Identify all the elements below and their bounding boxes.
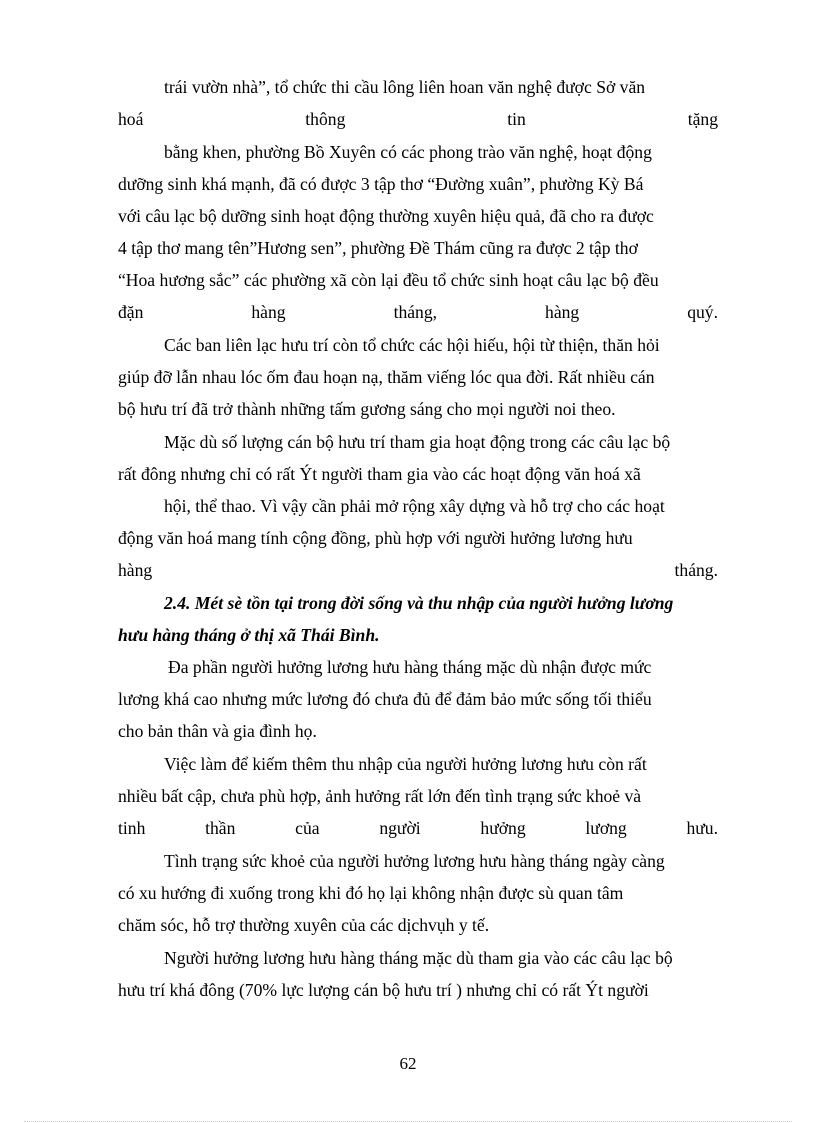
text-line: tinh thần của người hưởng lương hưu.	[118, 818, 718, 838]
text-line: động văn hoá mang tính cộng đồng, phù hợp với người hưởng lương hưu	[118, 528, 633, 548]
text-line: với câu lạc bộ dưỡng sinh hoạt động thường xuyên hiệu quả, đã cho ra được	[118, 206, 654, 226]
text-line: “Hoa hương sắc” các phường xã còn lại đều tổ chức sinh hoạt câu lạc bộ đều	[118, 270, 659, 290]
text-line: Các ban liên lạc hưu trí còn tổ chức các hội hiếu, hội từ thiện, thăn hỏi	[164, 335, 660, 355]
text-line: chăm sóc, hỗ trợ thường xuyên của các dịchvụh y tế.	[118, 915, 490, 935]
text-line: Mặc dù số lượng cán bộ hưu trí tham gia hoạt động trong các câu lạc bộ	[164, 432, 671, 452]
text-line: Người hưởng lương hưu hàng tháng mặc dù tham gia vào các câu lạc bộ	[164, 948, 673, 968]
page-number: 62	[399, 1054, 417, 1073]
text-line: dưỡng sinh khá mạnh, đã có được 3 tập thơ “Đường xuân”, phường Kỳ Bá	[118, 174, 644, 194]
section-heading: hưu hàng tháng ở thị xã Thái Bình.	[118, 625, 380, 645]
section-heading: 2.4. Mét sè tồn tại trong đời sống và thu nhập của người hưởng lương	[164, 593, 674, 613]
text-line: bằng khen, phường Bồ Xuyên có các phong trào văn nghệ, hoạt động	[164, 142, 652, 162]
text-line: 4 tập thơ mang tên”Hương sen”, phường Đề Thám cũng ra được 2 tập thơ	[118, 238, 638, 258]
text-line: hoá thông tin tặng	[118, 109, 718, 129]
text-line: nhiều bất cập, chưa phù hợp, ảnh hưởng rất lớn đến tình trạng sức khoẻ và	[118, 786, 642, 806]
text-line: đặn hàng tháng, hàng quý.	[118, 302, 718, 322]
text-line: giúp đỡ lẫn nhau lóc ốm đau hoạn nạ, thăm viếng lóc qua đời. Rất nhiều cán	[118, 367, 655, 387]
text-line: Việc làm để kiếm thêm thu nhập của người hưởng lương hưu còn rất	[164, 754, 647, 774]
text-line: Đa phần người hưởng lương hưu hàng tháng mặc dù nhận được mức	[168, 657, 652, 677]
text-line: có xu hướng đi xuống trong khi đó họ lại không nhận được sù quan tâm	[118, 883, 624, 903]
text-line: hưu trí khá đông (70% lực lượng cán bộ hưu trí ) nhưng chỉ có rất Ýt người	[118, 980, 649, 1000]
text-line: cho bản thân và gia đình họ.	[118, 721, 317, 741]
text-line: Tình trạng sức khoẻ của người hưởng lương hưu hàng tháng ngày càng	[164, 851, 665, 871]
text-line: rất đông nhưng chỉ có rất Ýt người tham gia vào các hoạt động văn hoá xã	[118, 464, 641, 484]
text-line: bộ hưu trí đã trở thành những tấm gương sáng cho mọi người noi theo.	[118, 399, 616, 419]
text-line: hàng tháng.	[118, 560, 718, 580]
page-bottom-divider	[24, 1121, 792, 1122]
text-line: lương khá cao nhưng mức lương đó chưa đủ để đảm bảo mức sống tối thiểu	[118, 689, 652, 709]
text-line: trái vườn nhà”, tổ chức thi cầu lông liên hoan văn nghệ được Sở văn	[164, 77, 646, 97]
text-line: hội, thể thao. Vì vậy cần phải mở rộng xây dựng và hỗ trợ cho các hoạt	[164, 496, 665, 516]
